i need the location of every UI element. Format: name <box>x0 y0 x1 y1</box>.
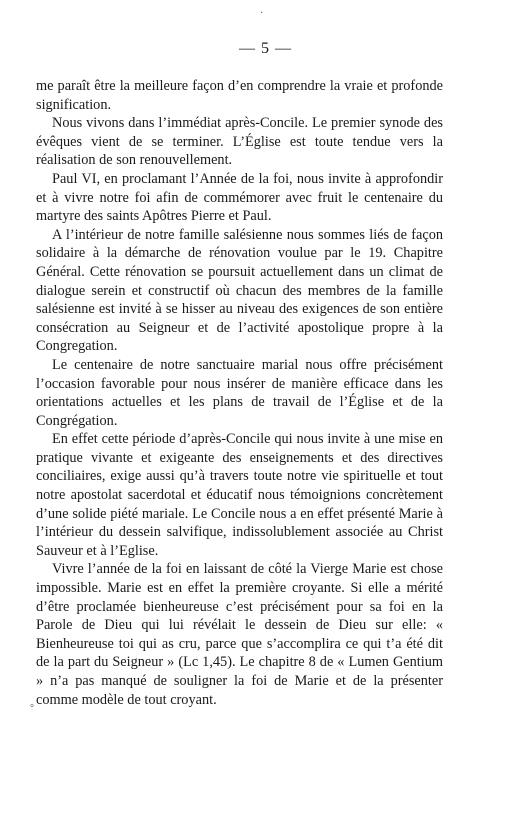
paragraph-marian-piety: En effet cette période d’après-Concile qui nous invite à une mise en pratique vivante et exigeante des enseignements et des directives conciliaires, exige aussi qu’à travers toute notre vie spirituelle et tout notre apostolat sacerdotal et éducatif nous témoignions concrètement d’une solide piété mariale. Le Concile nous a en effet présenté Marie à l’intérieur du dessein salvifique, indissolublement associée au Christ Sauveur et à l’Eglise. <box>36 431 443 559</box>
paragraph-continuation: me paraît être la meilleure façon d’en comprendre la vraie et profonde signification. <box>36 78 443 113</box>
paragraph-post-council: Nous vivons dans l’immédiat après-Concile. Le premier synode des évêques vient de se terminer. L’Église est toute tendue vers la réalisation de son renouvellement. <box>36 115 443 169</box>
top-dot-mark: · <box>260 8 264 19</box>
paragraph-marian-sanctuary: Le centenaire de notre sanctuaire marial nous offre précisément l’occasion favorable pour nous insérer de manière efficace dans les orientations actuelles et les plans de travail de l’Église et de la Congrégation. <box>36 356 443 429</box>
page-number: — 5 — <box>239 40 292 57</box>
paragraph-year-of-faith: Paul VI, en proclamant l’Année de la foi, nous invite à approfondir et à vivre notre foi afin de commémorer avec fruit le centenaire du martyre des saints Apôtres Pierre et Paul. <box>36 170 443 225</box>
body-text <box>36 77 443 709</box>
bottom-dot-mark: ° <box>30 703 34 714</box>
paragraph-salesian-family: A l’intérieur de notre famille salésienne nous sommes liés de façon solidaire à la démarche de rénovation voulue par le 19. Chapitre Général. Cette rénovation se poursuit actuellement dans un climat de dialogue serein et constructif où chacun des membres de la famille salésienne est invité à se hisser au niveau des exigences de son entière consécration au Seigneur et de l’activité apostolique propre à la Congregation. <box>36 226 443 355</box>
paragraph-virgin-mary-faith: Vivre l’année de la foi en laissant de côté la Vierge Marie est chose impossible. Marie est en effet la première croyante. Si elle a mérité d’être proclamée bienheureuse c’est précisément pour sa foi en la Parole de Dieu qui lui révélait le dessein de Dieu sur elle: « Bienheureuse toi qui as cru, parce que s’accomplira ce qui t’a été dit de la part du Seigneur » (Lc 1,45). Le chapitre 8 de « Lumen Gentium » n’a pas manqué de souligner la foi de Marie et de la présenter comme modèle de tout croyant. <box>36 561 443 708</box>
